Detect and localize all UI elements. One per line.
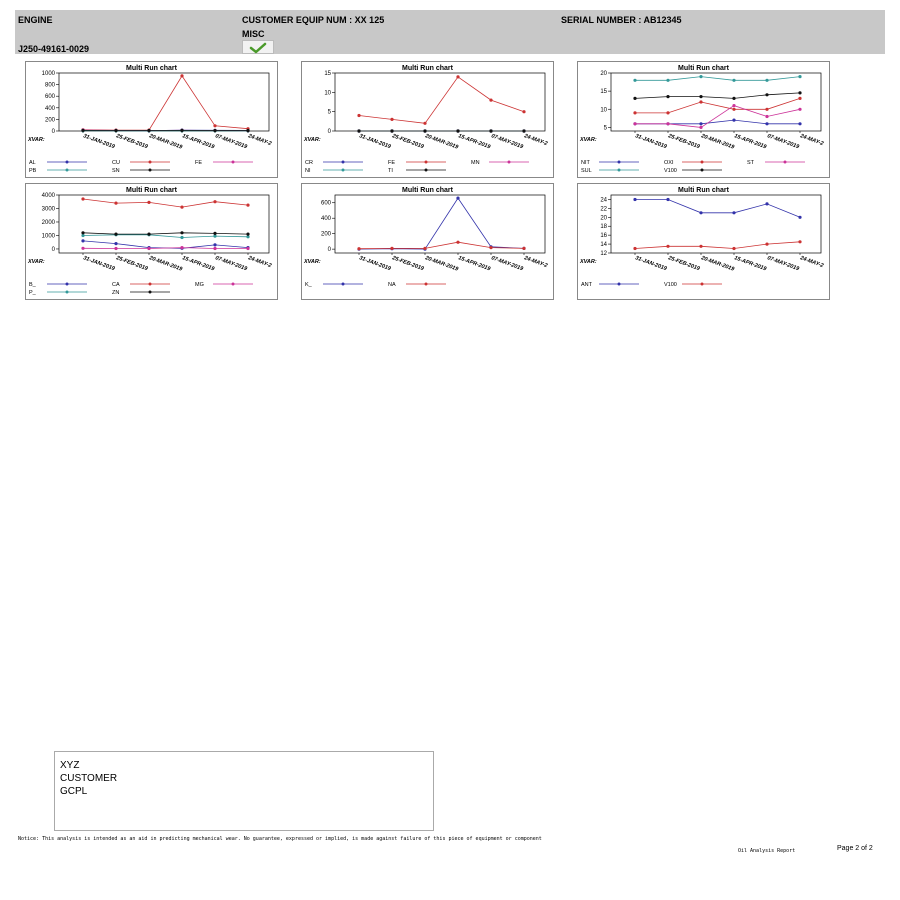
data-point bbox=[798, 122, 801, 125]
data-point bbox=[699, 100, 702, 103]
data-point bbox=[798, 91, 801, 94]
plot-frame bbox=[611, 195, 821, 253]
x-tick-label: 07-MAY-2019 bbox=[490, 133, 524, 151]
legend-marker bbox=[425, 161, 428, 164]
data-point bbox=[633, 97, 636, 100]
chart-panel-1 bbox=[25, 61, 278, 178]
data-point bbox=[765, 243, 768, 246]
x-tick-label: 15-APR-2019 bbox=[181, 255, 215, 273]
data-point bbox=[114, 202, 117, 205]
x-tick-label: 24-MAY-2 bbox=[523, 255, 549, 270]
data-point bbox=[423, 129, 426, 132]
legend-marker bbox=[425, 169, 428, 172]
legend-marker bbox=[66, 291, 69, 294]
chart-title: Multi Run chart bbox=[402, 187, 453, 194]
data-point bbox=[147, 233, 150, 236]
data-point bbox=[456, 129, 459, 132]
x-axis-label: XVAR: bbox=[28, 137, 45, 143]
data-point bbox=[180, 129, 183, 132]
legend-marker bbox=[425, 283, 428, 286]
address-line-gcpl: GCPL bbox=[60, 786, 88, 797]
x-tick-label: 15-APR-2019 bbox=[733, 133, 767, 151]
chart-6 bbox=[578, 184, 829, 299]
data-point bbox=[180, 206, 183, 209]
y-tick-label: 12 bbox=[600, 251, 607, 257]
y-tick-label: 2000 bbox=[41, 219, 55, 226]
data-point bbox=[246, 129, 249, 132]
y-tick-label: 20 bbox=[600, 215, 607, 222]
x-tick-label: 15-APR-2019 bbox=[181, 133, 215, 151]
chart-title: Multi Run chart bbox=[126, 65, 177, 72]
data-point bbox=[246, 204, 249, 207]
chart-panel-4 bbox=[25, 183, 278, 300]
misc-label: MISC bbox=[242, 29, 265, 39]
data-point bbox=[357, 114, 360, 117]
x-axis-label: XVAR: bbox=[304, 137, 321, 143]
data-point bbox=[213, 124, 216, 127]
data-point bbox=[147, 201, 150, 204]
data-point bbox=[180, 231, 183, 234]
address-line-company: XYZ bbox=[60, 760, 80, 771]
x-tick-label: 25-FEB-2019 bbox=[115, 255, 149, 273]
data-point bbox=[213, 129, 216, 132]
y-tick-label: 0 bbox=[51, 246, 55, 253]
report-name: Oil Analysis Report bbox=[738, 848, 796, 854]
y-tick-label: 14 bbox=[600, 242, 607, 249]
x-axis-label: XVAR: bbox=[580, 259, 597, 265]
series-line-sul bbox=[635, 77, 800, 81]
data-point bbox=[180, 74, 183, 77]
y-tick-label: 4000 bbox=[41, 193, 55, 199]
data-point bbox=[732, 104, 735, 107]
x-tick-label: 25-FEB-2019 bbox=[115, 133, 149, 151]
data-point bbox=[699, 126, 702, 129]
data-point bbox=[81, 129, 84, 132]
data-point bbox=[81, 247, 84, 250]
x-tick-label: 07-MAY-2019 bbox=[766, 133, 800, 151]
legend-marker bbox=[342, 283, 345, 286]
legend-label: CU bbox=[112, 160, 120, 166]
chart-panel-5 bbox=[301, 183, 554, 300]
data-point bbox=[390, 247, 393, 250]
legend-label: CA bbox=[112, 282, 120, 288]
x-tick-label: 15-APR-2019 bbox=[733, 255, 767, 273]
data-point bbox=[798, 75, 801, 78]
y-tick-label: 200 bbox=[320, 231, 331, 238]
data-point bbox=[246, 233, 249, 236]
data-point bbox=[699, 211, 702, 214]
series-line-na bbox=[359, 242, 524, 249]
y-tick-label: 3000 bbox=[41, 206, 55, 213]
legend-label: K_ bbox=[305, 282, 312, 288]
legend-label: NIT bbox=[581, 160, 590, 166]
y-tick-label: 24 bbox=[600, 197, 607, 204]
legend-marker bbox=[149, 291, 152, 294]
data-point bbox=[81, 231, 84, 234]
legend-label: NA bbox=[388, 282, 396, 288]
chart-panel-6 bbox=[577, 183, 830, 300]
report-header-bar bbox=[15, 10, 885, 54]
data-point bbox=[633, 111, 636, 114]
address-line-customer: CUSTOMER bbox=[60, 773, 118, 784]
legend-label: OXI bbox=[664, 160, 674, 166]
data-point bbox=[423, 247, 426, 250]
data-point bbox=[765, 202, 768, 205]
data-point bbox=[213, 232, 216, 235]
y-tick-label: 0 bbox=[51, 129, 55, 135]
x-tick-label: 15-APR-2019 bbox=[457, 133, 491, 151]
data-point bbox=[147, 129, 150, 132]
legend-label: PB bbox=[29, 168, 37, 174]
legend-label: P_ bbox=[29, 290, 36, 296]
legal-notice: Notice: This analysis is intended as an aid in predicting mechanical wear. No guarantee, expressed or implied, is made against failure of this piece of equipment or component bbox=[18, 836, 542, 842]
data-point bbox=[732, 119, 735, 122]
data-point bbox=[666, 95, 669, 98]
legend-label: MN bbox=[471, 160, 480, 166]
series-line-oxi bbox=[635, 98, 800, 113]
x-tick-label: 20-MAR-2019 bbox=[148, 255, 183, 273]
plot-frame bbox=[59, 73, 269, 131]
x-tick-label: 20-MAR-2019 bbox=[424, 255, 459, 273]
chart-panel-2 bbox=[301, 61, 554, 178]
data-point bbox=[765, 115, 768, 118]
data-point bbox=[213, 243, 216, 246]
x-tick-label: 24-MAY-2 bbox=[523, 133, 549, 148]
plot-frame bbox=[335, 195, 545, 253]
data-point bbox=[798, 240, 801, 243]
data-point bbox=[666, 79, 669, 82]
data-point bbox=[666, 245, 669, 248]
serial-number: SERIAL NUMBER : AB12345 bbox=[561, 15, 682, 25]
data-point bbox=[489, 99, 492, 102]
data-point bbox=[633, 198, 636, 201]
series-line-v100 bbox=[635, 242, 800, 249]
y-tick-label: 1000 bbox=[41, 71, 55, 77]
legend-marker bbox=[66, 169, 69, 172]
data-point bbox=[213, 200, 216, 203]
data-point bbox=[699, 245, 702, 248]
legend-label: V100 bbox=[664, 282, 677, 288]
x-tick-label: 31-JAN-2019 bbox=[634, 133, 668, 151]
legend-marker bbox=[149, 161, 152, 164]
series-line-k bbox=[359, 198, 524, 249]
data-point bbox=[456, 197, 459, 200]
series-line-v100 bbox=[635, 93, 800, 99]
x-tick-label: 20-MAR-2019 bbox=[148, 133, 183, 151]
data-point bbox=[666, 122, 669, 125]
data-point bbox=[390, 129, 393, 132]
data-point bbox=[765, 122, 768, 125]
x-tick-label: 20-MAR-2019 bbox=[700, 255, 735, 273]
legend-label: V100 bbox=[664, 168, 677, 174]
chart-panel-3 bbox=[577, 61, 830, 178]
y-tick-label: 20 bbox=[600, 71, 607, 77]
data-point bbox=[456, 241, 459, 244]
data-point bbox=[699, 122, 702, 125]
data-point bbox=[114, 247, 117, 250]
customer-address-box bbox=[54, 751, 434, 831]
chart-title: Multi Run chart bbox=[402, 65, 453, 72]
y-tick-label: 5 bbox=[603, 125, 607, 132]
checkmark-icon bbox=[242, 40, 274, 54]
legend-label: ZN bbox=[112, 290, 120, 296]
data-point bbox=[456, 75, 459, 78]
data-point bbox=[732, 79, 735, 82]
x-tick-label: 07-MAY-2019 bbox=[766, 255, 800, 273]
legend-marker bbox=[342, 169, 345, 172]
data-point bbox=[114, 242, 117, 245]
legend-label: CR bbox=[305, 160, 313, 166]
chart-2 bbox=[302, 62, 553, 177]
legend-marker bbox=[701, 169, 704, 172]
legend-marker bbox=[701, 161, 704, 164]
chart-1 bbox=[26, 62, 277, 177]
y-tick-label: 15 bbox=[324, 71, 331, 77]
y-tick-label: 18 bbox=[600, 224, 607, 231]
y-tick-label: 600 bbox=[320, 200, 331, 207]
legend-marker bbox=[232, 161, 235, 164]
data-point bbox=[699, 75, 702, 78]
data-point bbox=[732, 247, 735, 250]
x-tick-label: 24-MAY-2 bbox=[247, 255, 273, 270]
x-tick-label: 25-FEB-2019 bbox=[391, 133, 425, 151]
x-tick-label: 07-MAY-2019 bbox=[490, 255, 524, 273]
series-line-ca bbox=[83, 199, 248, 207]
data-point bbox=[390, 118, 393, 121]
data-point bbox=[147, 247, 150, 250]
y-tick-label: 600 bbox=[44, 94, 55, 101]
part-number: J250-49161-0029 bbox=[18, 44, 90, 54]
legend-label: NI bbox=[305, 168, 311, 174]
x-tick-label: 20-MAR-2019 bbox=[424, 133, 459, 151]
legend-label: FE bbox=[195, 160, 203, 166]
x-tick-label: 07-MAY-2019 bbox=[214, 255, 248, 273]
data-point bbox=[732, 97, 735, 100]
y-tick-label: 200 bbox=[44, 117, 55, 124]
data-point bbox=[666, 198, 669, 201]
legend-label: AL bbox=[29, 160, 36, 166]
legend-label: ST bbox=[747, 160, 755, 166]
x-tick-label: 31-JAN-2019 bbox=[358, 133, 392, 151]
data-point bbox=[81, 239, 84, 242]
data-point bbox=[180, 236, 183, 239]
legend-marker bbox=[342, 161, 345, 164]
x-tick-label: 20-MAR-2019 bbox=[700, 133, 735, 151]
x-axis-label: XVAR: bbox=[28, 259, 45, 265]
data-point bbox=[522, 247, 525, 250]
data-point bbox=[633, 247, 636, 250]
y-tick-label: 10 bbox=[600, 107, 607, 114]
chart-4 bbox=[26, 184, 277, 299]
y-tick-label: 400 bbox=[44, 105, 55, 112]
legend-marker bbox=[701, 283, 704, 286]
data-point bbox=[489, 129, 492, 132]
legend-marker bbox=[508, 161, 511, 164]
data-point bbox=[798, 108, 801, 111]
legend-marker bbox=[618, 169, 621, 172]
data-point bbox=[633, 79, 636, 82]
x-tick-label: 07-MAY-2019 bbox=[214, 133, 248, 151]
legend-marker bbox=[232, 283, 235, 286]
chart-title: Multi Run chart bbox=[678, 187, 729, 194]
data-point bbox=[423, 122, 426, 125]
series-line-b bbox=[83, 241, 248, 248]
data-point bbox=[666, 111, 669, 114]
data-point bbox=[732, 211, 735, 214]
series-line-cu bbox=[83, 76, 248, 130]
x-tick-label: 31-JAN-2019 bbox=[358, 255, 392, 273]
data-point bbox=[213, 247, 216, 250]
chart-5 bbox=[302, 184, 553, 299]
legend-label: ANT bbox=[581, 282, 592, 288]
data-point bbox=[114, 233, 117, 236]
legend-marker bbox=[149, 169, 152, 172]
y-tick-label: 5 bbox=[327, 109, 331, 116]
series-line-p bbox=[83, 235, 248, 238]
customer-equip-num: CUSTOMER EQUIP NUM : XX 125 bbox=[242, 15, 385, 25]
legend-marker bbox=[618, 161, 621, 164]
legend-marker bbox=[66, 283, 69, 286]
x-tick-label: 15-APR-2019 bbox=[457, 255, 491, 273]
chart-3 bbox=[578, 62, 829, 177]
y-tick-label: 15 bbox=[600, 89, 607, 96]
y-tick-label: 0 bbox=[327, 129, 331, 135]
legend-label: MG bbox=[195, 282, 204, 288]
series-line-ant bbox=[635, 200, 800, 218]
data-point bbox=[798, 97, 801, 100]
legend-label: FE bbox=[388, 160, 396, 166]
data-point bbox=[81, 197, 84, 200]
y-tick-label: 10 bbox=[324, 90, 331, 97]
x-tick-label: 24-MAY-2 bbox=[799, 133, 825, 148]
series-line-mg bbox=[83, 248, 248, 249]
legend-label: B_ bbox=[29, 282, 36, 288]
legend-marker bbox=[618, 283, 621, 286]
data-point bbox=[765, 93, 768, 96]
chart-title: Multi Run chart bbox=[126, 187, 177, 194]
series-line-nit bbox=[635, 120, 800, 124]
x-tick-label: 24-MAY-2 bbox=[799, 255, 825, 270]
series-line-fe bbox=[359, 77, 524, 123]
x-axis-label: XVAR: bbox=[304, 259, 321, 265]
data-point bbox=[180, 246, 183, 249]
y-tick-label: 22 bbox=[600, 206, 607, 213]
y-tick-label: 800 bbox=[44, 82, 55, 89]
x-tick-label: 25-FEB-2019 bbox=[391, 255, 425, 273]
x-tick-label: 31-JAN-2019 bbox=[634, 255, 668, 273]
legend-marker bbox=[784, 161, 787, 164]
data-point bbox=[522, 110, 525, 113]
y-tick-label: 1000 bbox=[41, 233, 55, 240]
y-tick-label: 16 bbox=[600, 233, 607, 240]
x-tick-label: 25-FEB-2019 bbox=[667, 133, 701, 151]
x-axis-label: XVAR: bbox=[580, 137, 597, 143]
data-point bbox=[357, 129, 360, 132]
data-point bbox=[357, 247, 360, 250]
data-point bbox=[699, 95, 702, 98]
x-tick-label: 24-MAY-2 bbox=[247, 133, 273, 148]
engine-label: ENGINE bbox=[18, 15, 53, 25]
chart-title: Multi Run chart bbox=[678, 65, 729, 72]
series-line-zn bbox=[83, 233, 248, 234]
data-point bbox=[765, 79, 768, 82]
y-tick-label: 0 bbox=[327, 247, 331, 254]
legend-label: TI bbox=[388, 168, 393, 174]
data-point bbox=[522, 129, 525, 132]
data-point bbox=[732, 108, 735, 111]
data-point bbox=[765, 108, 768, 111]
legend-label: SUL bbox=[581, 168, 592, 174]
x-tick-label: 31-JAN-2019 bbox=[82, 133, 116, 151]
legend-marker bbox=[66, 161, 69, 164]
data-point bbox=[114, 129, 117, 132]
x-tick-label: 25-FEB-2019 bbox=[667, 255, 701, 273]
legend-label: SN bbox=[112, 168, 120, 174]
data-point bbox=[633, 122, 636, 125]
page-number: Page 2 of 2 bbox=[837, 845, 873, 852]
legend-marker bbox=[149, 283, 152, 286]
data-point bbox=[246, 247, 249, 250]
y-tick-label: 400 bbox=[320, 216, 331, 223]
data-point bbox=[798, 216, 801, 219]
x-tick-label: 31-JAN-2019 bbox=[82, 255, 116, 273]
data-point bbox=[489, 246, 492, 249]
